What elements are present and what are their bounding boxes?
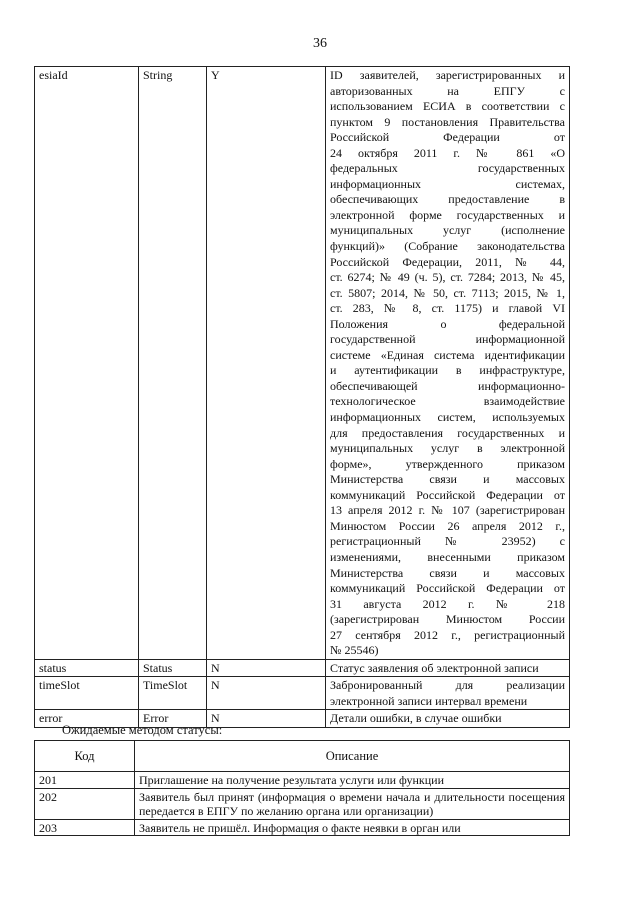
description-line: Российской Федерации от xyxy=(330,130,565,145)
description-line: ст. 283, № 8, ст. 1175) и главой VI xyxy=(330,301,565,316)
status-code: 201 xyxy=(35,772,135,789)
description-line: пунктом 9 постановления Правительства xyxy=(330,114,565,129)
description-line: Министерства связи и массовых xyxy=(330,472,565,487)
description-line: Статус заявления об электронной записи xyxy=(330,660,539,675)
field-row xyxy=(35,659,570,677)
description-line: ID заявителей, зарегистрированных и xyxy=(330,68,565,82)
status-code: 202 xyxy=(35,788,135,819)
description-line: № 25546) xyxy=(330,643,379,658)
description-line: Забронированный для реализации xyxy=(330,678,565,693)
description-line: муниципальных услуг (исполнение xyxy=(330,223,565,238)
description-line: Детали ошибки, в случае ошибки xyxy=(330,711,502,726)
description-line: авторизованных на ЕПГУ с xyxy=(330,83,565,98)
description-line: 13 апреля 2012 г. № 107 (зарегистрирован xyxy=(330,503,565,518)
field-type: Status xyxy=(139,659,207,677)
fields-table xyxy=(34,66,570,728)
description-line: технологическое взаимодействие xyxy=(330,394,565,409)
status-description: Приглашение на получение результата услуги или функции xyxy=(135,772,570,789)
description-line: государственной информационной xyxy=(330,332,565,347)
field-type: TimeSlot xyxy=(139,677,207,710)
description-line: информационных систем, используемых xyxy=(330,410,565,425)
description-line: ст. 5807; 2014, № 50, ст. 7113; 2015, № 1, xyxy=(330,285,565,300)
statuses-caption: Ожидаемые методом статусы: xyxy=(62,723,223,737)
description-line: муниципальных услуг в электронной xyxy=(330,441,565,456)
description-line: обеспечивающих предоставление в xyxy=(330,192,565,207)
status-row xyxy=(35,819,570,836)
description-line: Российской Федерации, 2011, № 44, xyxy=(330,254,565,269)
description-line: электронной форме государственных и xyxy=(330,207,565,222)
description-line: коммуникаций Российской Федерации от xyxy=(330,581,565,596)
field-type: Error xyxy=(139,710,207,728)
description-line: 31 августа 2012 г. № 218 xyxy=(330,596,565,611)
statuses-header-row xyxy=(35,741,570,772)
status-description: Заявитель не пришёл. Информация о факте неявки в орган или xyxy=(135,819,570,836)
description-line: Министерства связи и массовых xyxy=(330,565,565,580)
field-required: N xyxy=(207,710,326,728)
field-name: error xyxy=(35,710,139,728)
field-description xyxy=(326,67,570,660)
field-required: Y xyxy=(207,67,326,660)
field-row xyxy=(35,677,570,710)
status-code: 203 xyxy=(35,819,135,836)
description-line: Минюстом России 26 апреля 2012 г., xyxy=(330,518,565,533)
description-line: (зарегистрирован Минюстом России xyxy=(330,612,565,627)
description-line: изменениями, внесенными приказом xyxy=(330,549,565,564)
description-line: 24 октября 2011 г. № 861 «О xyxy=(330,145,565,160)
statuses-table xyxy=(34,740,570,836)
description-line: обеспечивающей информационно- xyxy=(330,378,565,393)
description-line: для предоставления государственных и xyxy=(330,425,565,440)
description-line: использованием ЕСИА в соответствии с xyxy=(330,99,565,114)
field-description xyxy=(326,677,570,710)
field-name: timeSlot xyxy=(35,677,139,710)
description-line: ст. 6274; № 49 (ч. 5), ст. 7284; 2013, № 45, xyxy=(330,270,565,285)
status-description: Заявитель был принят (информация о времени начала и длительности посещения передается в ЕПГУ по желанию органа или организации) xyxy=(135,788,570,819)
description-line: Положения о федеральной xyxy=(330,316,565,331)
field-required: N xyxy=(207,659,326,677)
field-name: esiaId xyxy=(35,67,139,660)
description-line: федеральных государственных xyxy=(330,161,565,176)
status-row xyxy=(35,772,570,789)
field-name: status xyxy=(35,659,139,677)
description-line: коммуникаций Российской Федерации от xyxy=(330,487,565,502)
page-number: 36 xyxy=(313,36,327,51)
field-description xyxy=(326,710,570,728)
description-line: регистрационный № 23952) с xyxy=(330,534,565,549)
field-type: String xyxy=(139,67,207,660)
header-description: Описание xyxy=(135,741,570,772)
field-description xyxy=(326,659,570,677)
field-row xyxy=(35,67,570,660)
description-line: форме», утвержденного приказом xyxy=(330,456,565,471)
status-row xyxy=(35,788,570,819)
description-line: и аутентификации в инфраструктуре, xyxy=(330,363,565,378)
description-line: информационных системах, xyxy=(330,176,565,191)
description-line: электронной записи интервал времени xyxy=(330,693,528,708)
header-code: Код xyxy=(35,741,135,772)
description-line: системе «Единая система идентификации xyxy=(330,347,565,362)
description-line: функций)» (Собрание законодательства xyxy=(330,239,565,254)
description-line: 27 сентября 2012 г., регистрационный xyxy=(330,627,565,642)
field-required: N xyxy=(207,677,326,710)
